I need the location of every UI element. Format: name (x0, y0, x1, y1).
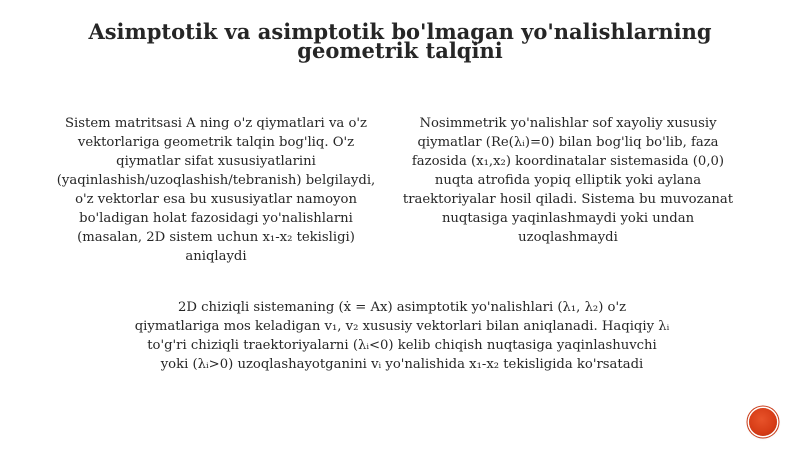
left-text-block: Sistem matritsasi A ning o'z qiymatlari va o'z vektorlariga geometrik talqin bog'liq. O'z qiymatlar sifat xususiyatlarini (yaqinlashish/uzoqlashish/tebranish) belgilaydi, o'z vektorlar esa bu xususiyatlar namoyon bo'ladigan holat fazosidagi yo'nalishlarni (masalan, 2D sistem uchun x₁-x₂ tekisligi) aniqlaydi (56, 116, 376, 264)
right-text-block: Nosimmetrik yo'nalishlar sof xayoliy xususiy qiymatlar (Re(λᵢ)=0) bilan bog'liq bo'lib, faza fazosida (x₁,x₂) koordinatalar sistemasida (0,0) nuqta atrofida yopiq elliptik yoki aylana traektoriyalar hosil qiladi. Sistema bu muvozanat nuqtasiga yaqinlashmaydi yoki undan uzoqlashmaydi (402, 116, 734, 245)
circle-nav-button-icon[interactable] (749, 408, 777, 436)
bottom-text-block: 2D chiziqli sistemaning (ẋ = Ax) asimptotik yo'nalishlari (λ₁, λ₂) o'z qiymatlariga mos keladigan v₁, v₂ xususiy vektorlari bilan aniqlanadi. Haqiqiy λᵢ to'g'ri chiziqli traektoriyalarni (λᵢ<0) kelib chiqish nuqtasiga yaqinlashuvchi yoki (λᵢ>0) uzoqlashayotganini vᵢ yo'nalishida x₁-x₂ tekisligida ko'rsatadi (134, 300, 670, 372)
slide-title: Asimptotik va asimptotik bo'lmagan yo'nalishlarning geometrik talqini (88, 19, 712, 63)
